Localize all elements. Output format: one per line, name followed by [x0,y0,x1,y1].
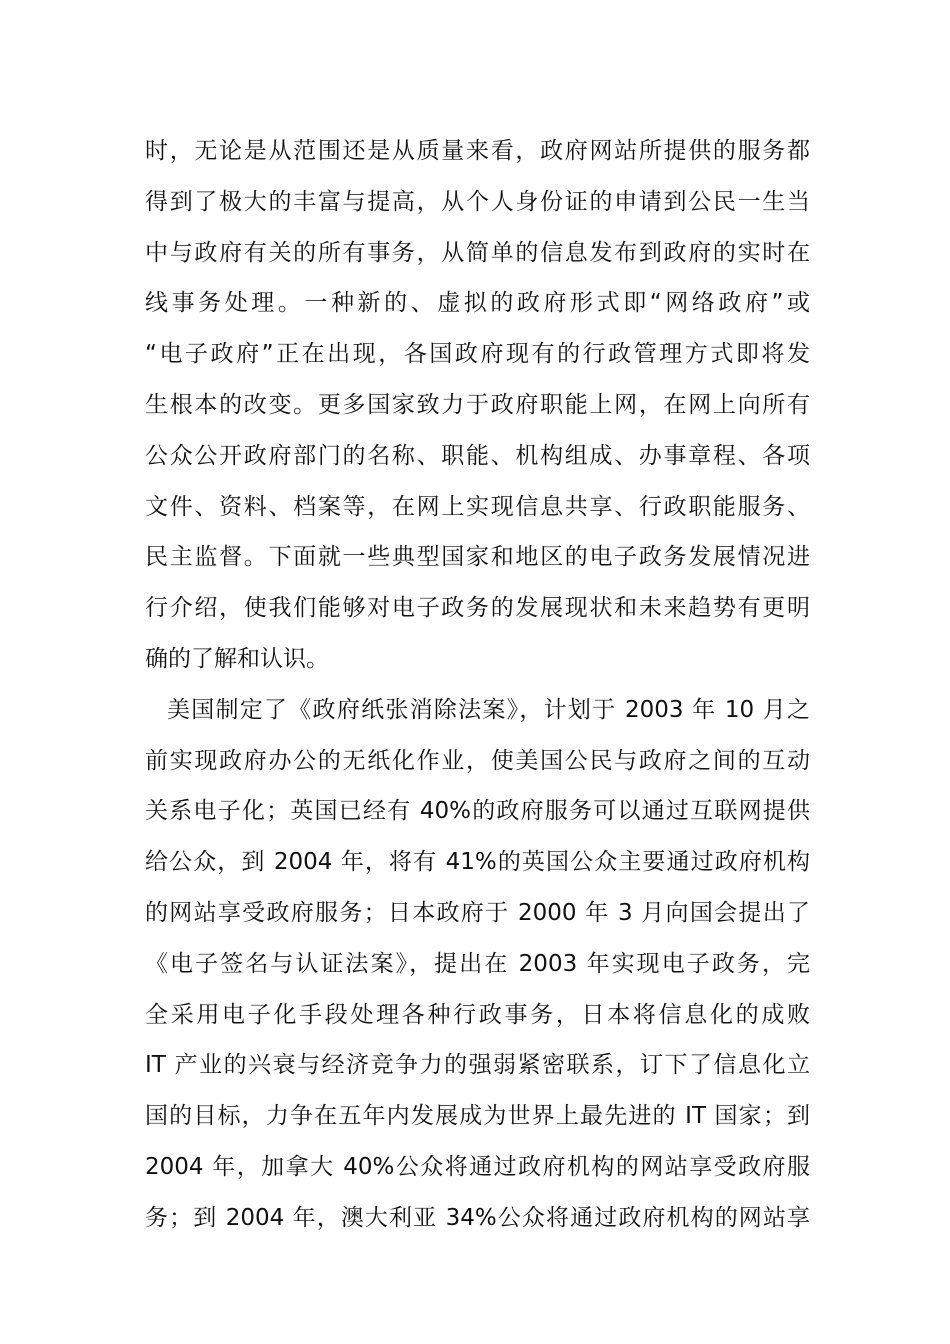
text-line: 中与政府有关的所有事务，从简单的信息发布到政府的实时在 [145,239,810,266]
text-line: 得到了极大的丰富与提高，从个人身份证的申请到公民一生当 [145,188,810,215]
text-line: 《电子签名与认证法案》，提出在 2003 年实现电子政务，完 [145,950,810,977]
text-line: 关系电子化；英国已经有 40%的政府服务可以通过互联网提供 [145,798,810,825]
text-line: 公众公开政府部门的名称、职能、机构组成、办事章程、各项 [145,442,810,469]
text-line: 务；到 2004 年，澳大利亚 34%公众将通过政府机构的网站享 [145,1204,810,1231]
text-line: 前实现政府办公的无纸化作业，使美国公民与政府之间的互动 [145,747,810,774]
text-line: 美国制定了《政府纸张消除法案》，计划于 2003 年 10 月之 [167,696,810,723]
text-line: 全采用电子化手段处理各种行政事务，日本将信息化的成败 [145,1001,810,1028]
text-line: 民主监督。下面就一些典型国家和地区的电子政务发展情况进 [145,544,810,571]
text-line: 生根本的改变。更多国家致力于政府职能上网，在网上向所有 [145,391,810,418]
text-line: 线事务处理。一种新的、虚拟的政府形式即“网络政府”或 [145,290,810,317]
text-line: IT 产业的兴衰与经济竞争力的强弱紧密联系，订下了信息化立 [145,1052,810,1079]
text-line: 确的了解和认识。 [145,645,329,672]
paragraph-1 [145,126,810,685]
text-line: “电子政府”正在出现，各国政府现有的行政管理方式即将发 [145,341,810,368]
text-line: 国的目标，力争在五年内发展成为世界上最先进的 IT 国家；到 [145,1103,810,1130]
paragraph-2 [145,685,810,1244]
text-line: 2004 年，加拿大 40%公众将通过政府机构的网站享受政府服 [145,1153,810,1180]
text-line: 文件、资料、档案等，在网上实现信息共享、行政职能服务、 [145,493,810,520]
body-text [145,126,810,1244]
text-line: 行介绍，使我们能够对电子政务的发展现状和未来趋势有更明 [145,595,810,622]
text-line: 给公众，到 2004 年，将有 41%的英国公众主要通过政府机构 [145,849,810,876]
text-line: 时，无论是从范围还是从质量来看，政府网站所提供的服务都 [145,138,810,164]
text-line: 的网站享受政府服务；日本政府于 2000 年 3 月向国会提出了 [145,899,810,926]
